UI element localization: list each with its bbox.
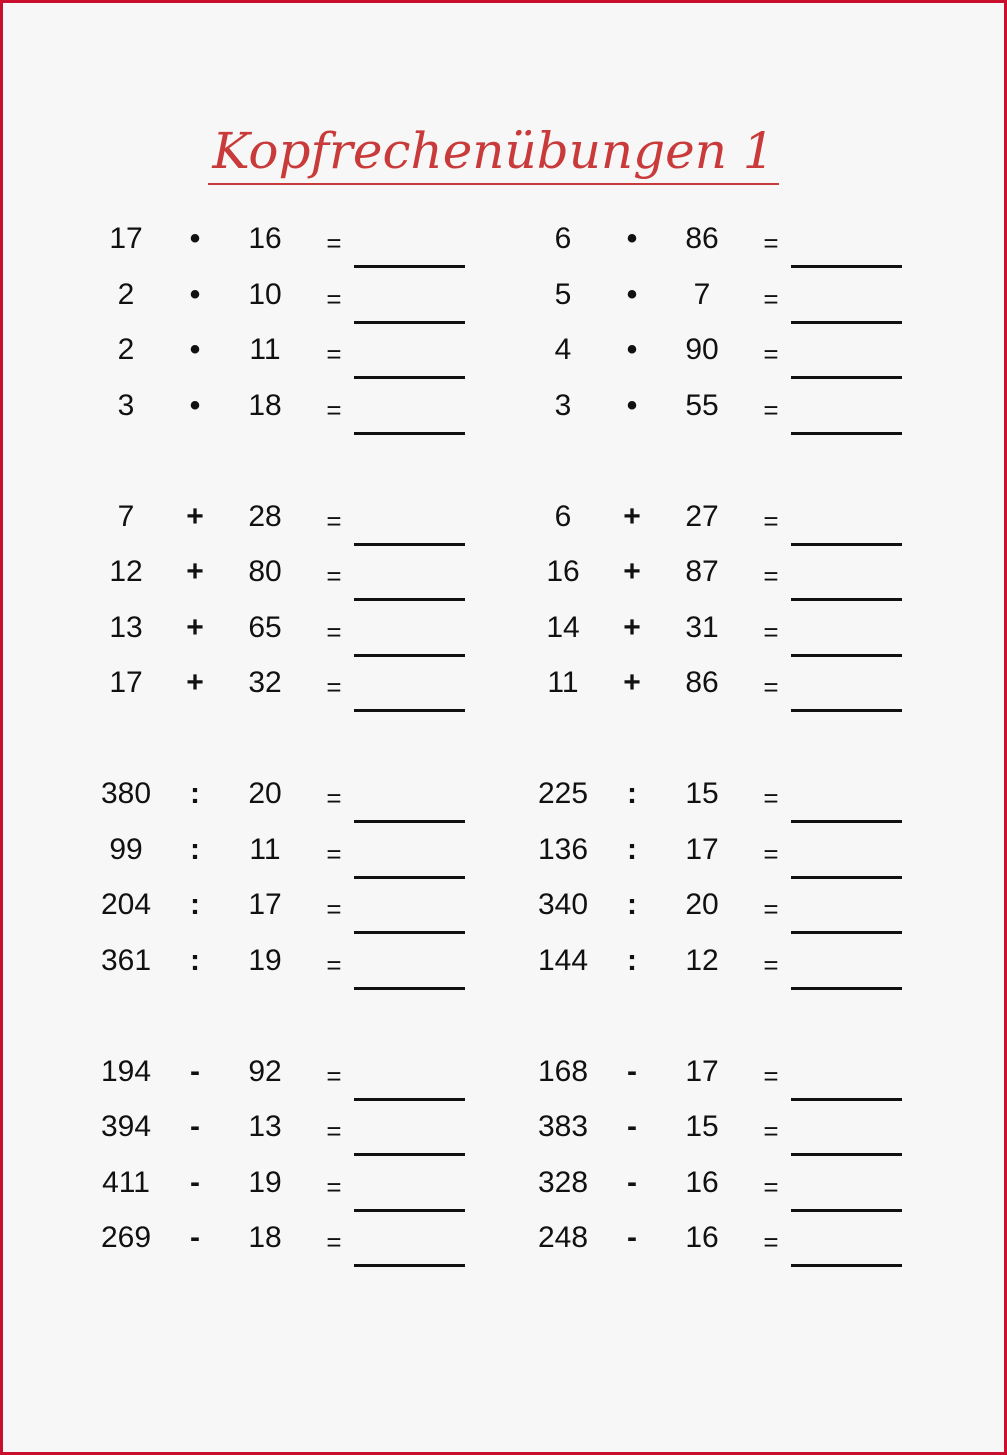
exercise-row (79, 544, 479, 600)
exercise-row (516, 822, 916, 878)
operand-a: 17 (109, 222, 143, 255)
operand-a: 269 (100, 1221, 152, 1254)
operand-a: 2 (117, 277, 135, 311)
operand-b: 19 (248, 1165, 282, 1199)
operator: • (626, 222, 638, 255)
exercise-row (516, 322, 916, 378)
operand-a: 99 (109, 832, 143, 866)
operator: • (189, 333, 201, 366)
equals-sign: = (763, 394, 779, 425)
answer-line[interactable] (354, 987, 465, 990)
operand-b: 17 (248, 888, 282, 921)
answer-line[interactable] (791, 1264, 902, 1267)
equals-sign: = (326, 672, 342, 702)
equals-sign: = (763, 672, 779, 702)
operand-a: 394 (100, 1110, 152, 1143)
equals-sign: = (763, 894, 779, 924)
operator: - (190, 1165, 200, 1199)
operand-a: 144 (537, 943, 589, 977)
exercise-row (516, 1155, 916, 1211)
operand-b: 90 (685, 333, 719, 366)
operand-b: 17 (685, 1054, 719, 1088)
equals-sign: = (326, 228, 342, 258)
operator: : (627, 943, 637, 977)
exercise-row (516, 600, 916, 656)
exercise-row (79, 1210, 479, 1266)
operand-a: 411 (102, 1165, 150, 1199)
operator: - (190, 1221, 200, 1254)
operand-b: 27 (685, 499, 719, 533)
operator: • (189, 388, 201, 422)
operator: - (627, 1165, 637, 1199)
exercise-group (79, 489, 479, 711)
operator: : (190, 777, 200, 810)
answer-line[interactable] (354, 1264, 465, 1267)
operand-b: 15 (685, 1110, 719, 1143)
operator: : (627, 888, 637, 921)
operand-b: 13 (248, 1110, 282, 1143)
exercise-group (516, 766, 916, 988)
operand-a: 3 (554, 388, 572, 422)
exercise-row (516, 378, 916, 434)
exercise-row (516, 1210, 916, 1266)
operator: • (189, 222, 201, 255)
operator: - (190, 1054, 200, 1088)
equals-sign: = (763, 783, 779, 813)
exercise-row (516, 877, 916, 933)
equals-sign: = (326, 505, 342, 536)
operand-b: 7 (693, 277, 711, 311)
operator: + (186, 499, 204, 533)
equals-sign: = (763, 1227, 779, 1257)
operator: : (627, 832, 637, 866)
operator: • (626, 333, 638, 366)
operand-b: 19 (248, 943, 282, 977)
exercise-row (79, 655, 479, 711)
operand-a: 6 (554, 222, 572, 255)
equals-sign: = (763, 1171, 779, 1202)
exercise-row (516, 1099, 916, 1155)
equals-sign: = (763, 949, 779, 980)
exercise-row (516, 933, 916, 989)
operator: • (189, 277, 201, 311)
operand-b: 15 (685, 777, 719, 810)
answer-line[interactable] (791, 432, 902, 435)
exercise-row (79, 322, 479, 378)
exercise-row (79, 822, 479, 878)
exercise-group (79, 1044, 479, 1266)
operand-b: 92 (248, 1054, 282, 1088)
equals-sign: = (326, 283, 342, 314)
operator: + (186, 555, 204, 588)
exercise-row (516, 489, 916, 545)
answer-line[interactable] (791, 987, 902, 990)
operand-b: 12 (685, 943, 719, 977)
operand-b: 20 (248, 777, 282, 810)
exercise-row (79, 600, 479, 656)
operand-b: 65 (248, 610, 282, 644)
operand-a: 136 (537, 832, 589, 866)
operator: : (190, 943, 200, 977)
operand-b: 20 (685, 888, 719, 921)
left-exercise-column (79, 211, 479, 1321)
operand-b: 18 (248, 388, 282, 422)
equals-sign: = (326, 394, 342, 425)
equals-sign: = (763, 339, 779, 369)
operand-b: 11 (249, 333, 281, 366)
operator: + (623, 666, 641, 699)
operand-a: 6 (554, 499, 572, 533)
exercise-group (79, 766, 479, 988)
exercise-row (79, 378, 479, 434)
worksheet-title (3, 121, 1004, 185)
operand-a: 328 (537, 1165, 589, 1199)
exercise-row (516, 766, 916, 822)
exercise-group (79, 211, 479, 433)
equals-sign: = (326, 561, 342, 591)
operand-a: 2 (117, 333, 135, 366)
operand-a: 4 (554, 333, 572, 366)
equals-sign: = (326, 894, 342, 924)
operand-a: 204 (100, 888, 152, 921)
equals-sign: = (763, 283, 779, 314)
operand-b: 10 (248, 277, 282, 311)
exercise-row (516, 544, 916, 600)
exercise-row (79, 1099, 479, 1155)
exercise-row (79, 1044, 479, 1100)
operand-a: 194 (100, 1054, 152, 1088)
equals-sign: = (326, 1227, 342, 1257)
equals-sign: = (763, 561, 779, 591)
exercise-row (79, 933, 479, 989)
exercise-row (516, 655, 916, 711)
equals-sign: = (326, 339, 342, 369)
operand-b: 16 (685, 1221, 719, 1254)
answer-line[interactable] (354, 709, 465, 712)
exercise-row (79, 489, 479, 545)
operand-b: 16 (248, 222, 282, 255)
exercise-row (516, 211, 916, 267)
operand-b: 28 (248, 499, 282, 533)
operand-b: 32 (248, 666, 282, 699)
operator: : (190, 888, 200, 921)
operand-b: 86 (685, 222, 719, 255)
worksheet-title-text: Kopfrechenübungen 1 (208, 121, 778, 185)
operand-b: 55 (685, 388, 719, 422)
equals-sign: = (326, 1060, 342, 1091)
equals-sign: = (326, 616, 342, 647)
operator: : (190, 832, 200, 866)
operand-a: 225 (537, 777, 589, 810)
equals-sign: = (763, 1116, 779, 1146)
exercise-row (79, 211, 479, 267)
answer-line[interactable] (354, 432, 465, 435)
operand-b: 86 (685, 666, 719, 699)
operand-a: 3 (117, 388, 135, 422)
operand-b: 31 (685, 610, 719, 644)
operator: - (627, 1054, 637, 1088)
operand-a: 16 (546, 555, 580, 588)
exercise-group (516, 489, 916, 711)
operator: : (627, 777, 637, 810)
operator: + (186, 610, 204, 644)
operand-b: 80 (248, 555, 282, 588)
equals-sign: = (763, 228, 779, 258)
operand-b: 16 (685, 1165, 719, 1199)
operator: + (623, 555, 641, 588)
exercise-row (79, 267, 479, 323)
operand-a: 248 (537, 1221, 589, 1254)
operator: • (626, 388, 638, 422)
operand-b: 17 (685, 832, 719, 866)
equals-sign: = (326, 783, 342, 813)
exercise-group (516, 211, 916, 433)
operand-b: 11 (249, 832, 281, 866)
operand-a: 17 (109, 666, 143, 699)
operand-a: 11 (547, 666, 579, 699)
operand-a: 361 (100, 943, 152, 977)
exercise-row (516, 1044, 916, 1100)
answer-line[interactable] (791, 709, 902, 712)
operator: + (186, 666, 204, 699)
operand-b: 87 (685, 555, 719, 588)
operand-a: 380 (100, 777, 152, 810)
exercise-row (79, 877, 479, 933)
operand-a: 168 (537, 1054, 589, 1088)
operator: - (627, 1221, 637, 1254)
exercise-row (79, 1155, 479, 1211)
operand-a: 12 (109, 555, 143, 588)
operand-a: 13 (109, 610, 143, 644)
equals-sign: = (326, 949, 342, 980)
operator: • (626, 277, 638, 311)
right-exercise-column (516, 211, 916, 1321)
equals-sign: = (326, 838, 342, 869)
equals-sign: = (326, 1116, 342, 1146)
operand-a: 14 (546, 610, 580, 644)
operator: + (623, 610, 641, 644)
equals-sign: = (763, 616, 779, 647)
equals-sign: = (763, 505, 779, 536)
equals-sign: = (326, 1171, 342, 1202)
equals-sign: = (763, 1060, 779, 1091)
operator: - (627, 1110, 637, 1143)
operator: - (190, 1110, 200, 1143)
operand-a: 7 (117, 499, 135, 533)
operand-b: 18 (248, 1221, 282, 1254)
operand-a: 340 (537, 888, 589, 921)
exercise-group (516, 1044, 916, 1266)
exercise-row (516, 267, 916, 323)
exercise-row (79, 766, 479, 822)
operator: + (623, 499, 641, 533)
equals-sign: = (763, 838, 779, 869)
operand-a: 5 (554, 277, 572, 311)
operand-a: 383 (537, 1110, 589, 1143)
